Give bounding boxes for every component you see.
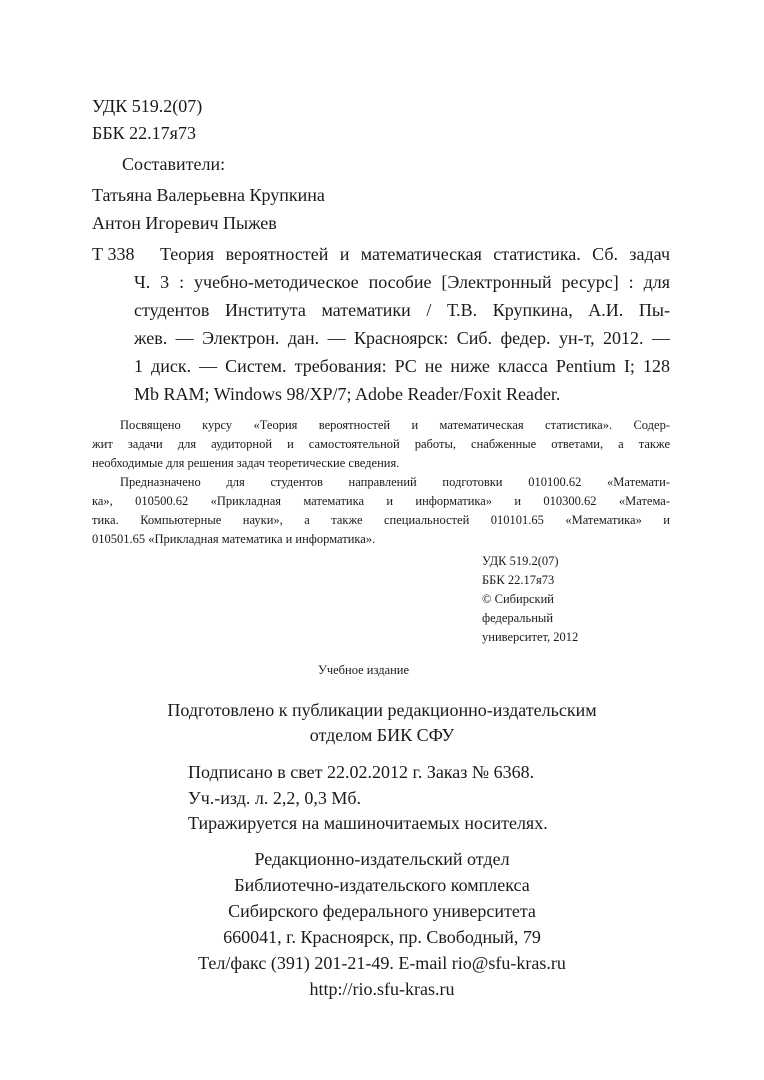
catalog-line: жев. — Электрон. дан. — Красноярск: Сиб. федер. ун-т, 2012. —	[134, 328, 670, 348]
annotation-line: Предназначено для студентов направлений подготовки 010100.62 «Математи-	[120, 475, 670, 489]
bbk-code: ББК 22.17я73	[92, 123, 196, 143]
publisher-website: http://rio.sfu-kras.ru	[309, 979, 455, 999]
compiler-name: Антон Игоревич Пыжев	[92, 213, 277, 233]
publisher-line: Редакционно-издательский отдел	[254, 849, 510, 869]
bbk-code-secondary: ББК 22.17я73	[482, 573, 555, 587]
catalog-line: Теория вероятностей и математическая статистика. Сб. задач	[160, 244, 670, 264]
compilers-label: Составители:	[122, 154, 226, 174]
compiler-name: Татьяна Валерьевна Крупкина	[92, 185, 325, 205]
copyright-line: © Сибирский	[482, 592, 554, 606]
catalog-line: студентов Института математики / Т.В. Крупкина, А.И. Пы-	[134, 300, 670, 320]
annotation-line: необходимые для решения задач теоретические сведения.	[92, 456, 400, 470]
catalog-line: Mb RAM; Windows 98/XP/7; Adobe Reader/Foxit Reader.	[134, 384, 561, 404]
signed-line: Тиражируется на машиночитаемых носителях.	[188, 813, 548, 833]
signed-line: Подписано в свет 22.02.2012 г. Заказ № 6368.	[188, 762, 535, 782]
copyright-line: университет, 2012	[482, 630, 579, 644]
publisher-address: 660041, г. Красноярск, пр. Свободный, 79	[223, 927, 541, 947]
annotation-line: тика. Компьютерные науки», а также специальностей 010101.65 «Математика» и	[92, 513, 670, 527]
signed-line: Уч.-изд. л. 2,2, 0,3 Мб.	[188, 788, 362, 808]
annotation-line: 010501.65 «Прикладная математика и информатика».	[92, 532, 376, 546]
prepared-line: Подготовлено к публикации редакционно-издательским	[167, 700, 597, 720]
udk-code-secondary: УДК 519.2(07)	[482, 554, 559, 568]
edition-type: Учебное издание	[318, 663, 410, 677]
catalog-index: Т 338	[92, 244, 135, 264]
copyright-line: федеральный	[482, 611, 554, 625]
publisher-line: Сибирского федерального университета	[228, 901, 536, 921]
publisher-line: Библиотечно-издательского комплекса	[234, 875, 530, 895]
publisher-contacts: Тел/факс (391) 201-21-49. E-mail rio@sfu-kras.ru	[198, 953, 566, 973]
udk-code: УДК 519.2(07)	[92, 96, 203, 116]
annotation-line: ка», 010500.62 «Прикладная математика и информатика» и 010300.62 «Матема-	[92, 494, 670, 508]
annotation-line: Посвящено курсу «Теория вероятностей и математическая статистика». Содер-	[120, 418, 670, 432]
catalog-line: Ч. 3 : учебно-методическое пособие [Электронный ресурс] : для	[134, 272, 670, 292]
catalog-line: 1 диск. — Систем. требования: PC не ниже класса Pentium I; 128	[134, 356, 670, 376]
prepared-line: отделом БИК СФУ	[309, 725, 455, 745]
annotation-line: жит задачи для аудиторной и самостоятельной работы, снабженные ответами, а также	[92, 437, 670, 451]
